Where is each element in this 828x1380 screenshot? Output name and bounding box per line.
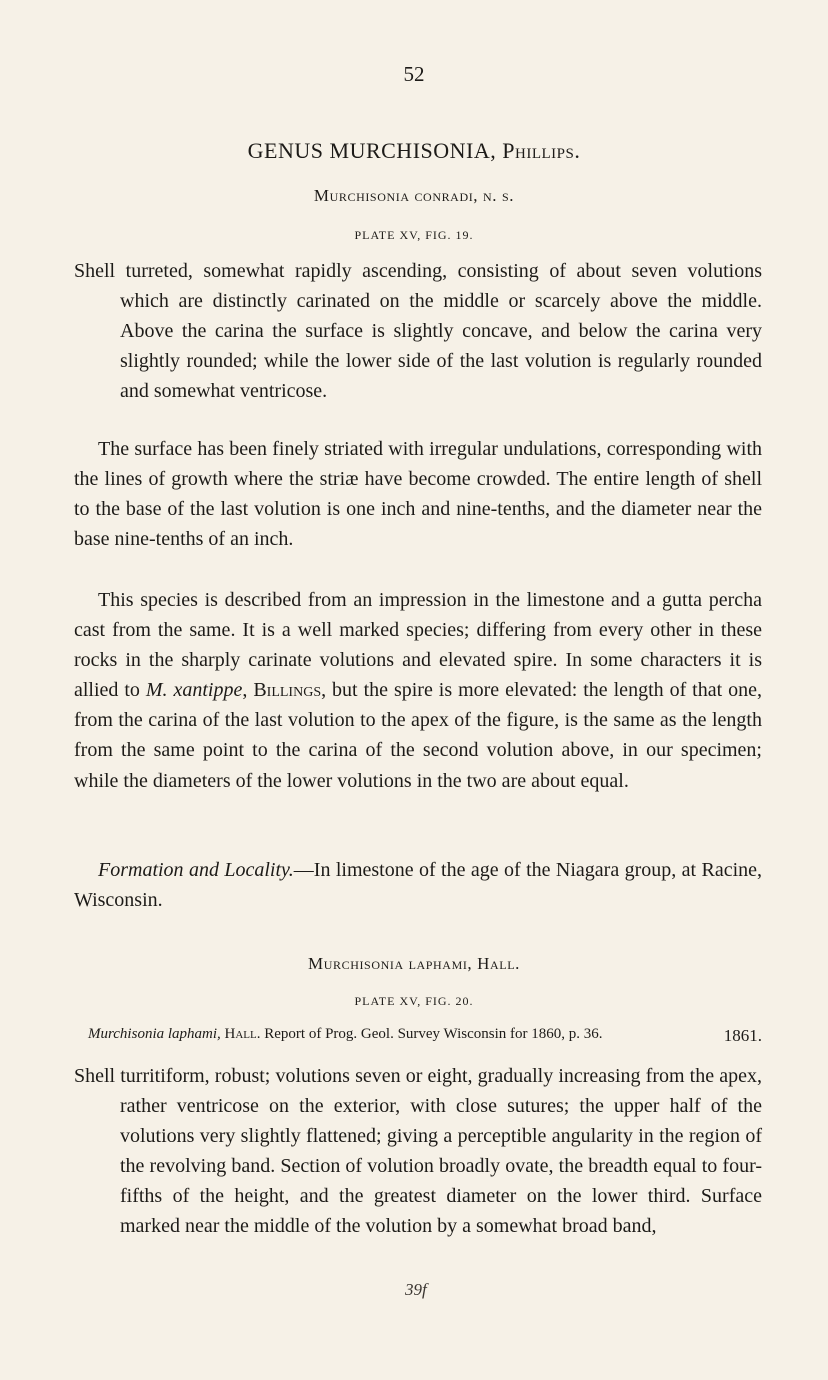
species2-description: Shell turritiform, robust; volutions seven or eight, gradually increasing from the apex, rather ventricose on the exterior, with close sutures; the upper half of the volutions very slightly flattened; giving a perceptible angularity in the region of the revolving band. Section of volution broadly ovate, the breadth equal to four-fifths of the height, and the greatest diameter on the lower third. Surface marked near the middle of the volution by a somewhat broad band, [74,1065,762,1238]
species1-plate: PLATE XV, FIG. 19. [354,228,474,242]
formation-label: Formation and Locality. [98,859,294,881]
species2-reference [88,1026,762,1043]
formation-paragraph [74,855,762,915]
genus-heading [0,138,828,164]
genus-author: Phillips. [502,138,581,163]
reference-year: 1861. [723,1026,762,1045]
reference-taxon: Murchisonia laphami, [88,1026,221,1042]
p3-text-1: This species is described from an impression in the limestone and a gutta percha cast from the same. It is a well marked species; differing from every other in these rocks in the sharply carinate volutions and elevated spire. In some characters it is allied to [74,589,762,702]
page-number: 52 [403,62,425,86]
genus-title: GENUS MURCHISONIA, [247,138,497,163]
reference-author: Hall. [224,1026,261,1042]
p3-species-ref: M. xantippe [145,679,243,702]
reference-text: Report of Prog. Geol. Survey Wisconsin for 1860, p. 36. [264,1026,603,1042]
p3-author: Billings [253,679,322,702]
species1-paragraph3 [74,585,762,796]
formation-text: —In limestone of the age of the Niagara group, at Racine, Wisconsin. [74,859,763,912]
p3-text-2: , but the spire is more elevated: the length of that one, from the carina of the last volution to the apex of the figure, is the same as the length from the same point to the carina of the second volution above, in our specimen; while the diameters of the lower volutions in the two are about equal. [74,679,763,792]
p3-comma: , [242,679,254,702]
species2-heading: Murchisonia laphami, Hall. [308,954,520,973]
species1-description: Shell turreted, somewhat rapidly ascending, consisting of about seven volutions which are distinctly carinated on the middle or scarcely above the middle. Above the carina the surface is slightly concave, and below the carina very slightly rounded; while the lower side of the last volution is regularly rounded and somewhat ventricose. [74,260,762,403]
species2-plate: PLATE XV, FIG. 20. [354,994,474,1008]
species1-heading: Murchisonia conradi, n. s. [313,186,515,205]
species1-paragraph2: The surface has been finely striated with irregular undulations, corresponding with the lines of growth where the striæ have become crowded. The entire length of shell to the base of the last volution is one inch and nine-tenths, and the diameter near the base nine-tenths of an inch. [74,438,762,551]
footer-mark: 39f [405,1280,427,1299]
